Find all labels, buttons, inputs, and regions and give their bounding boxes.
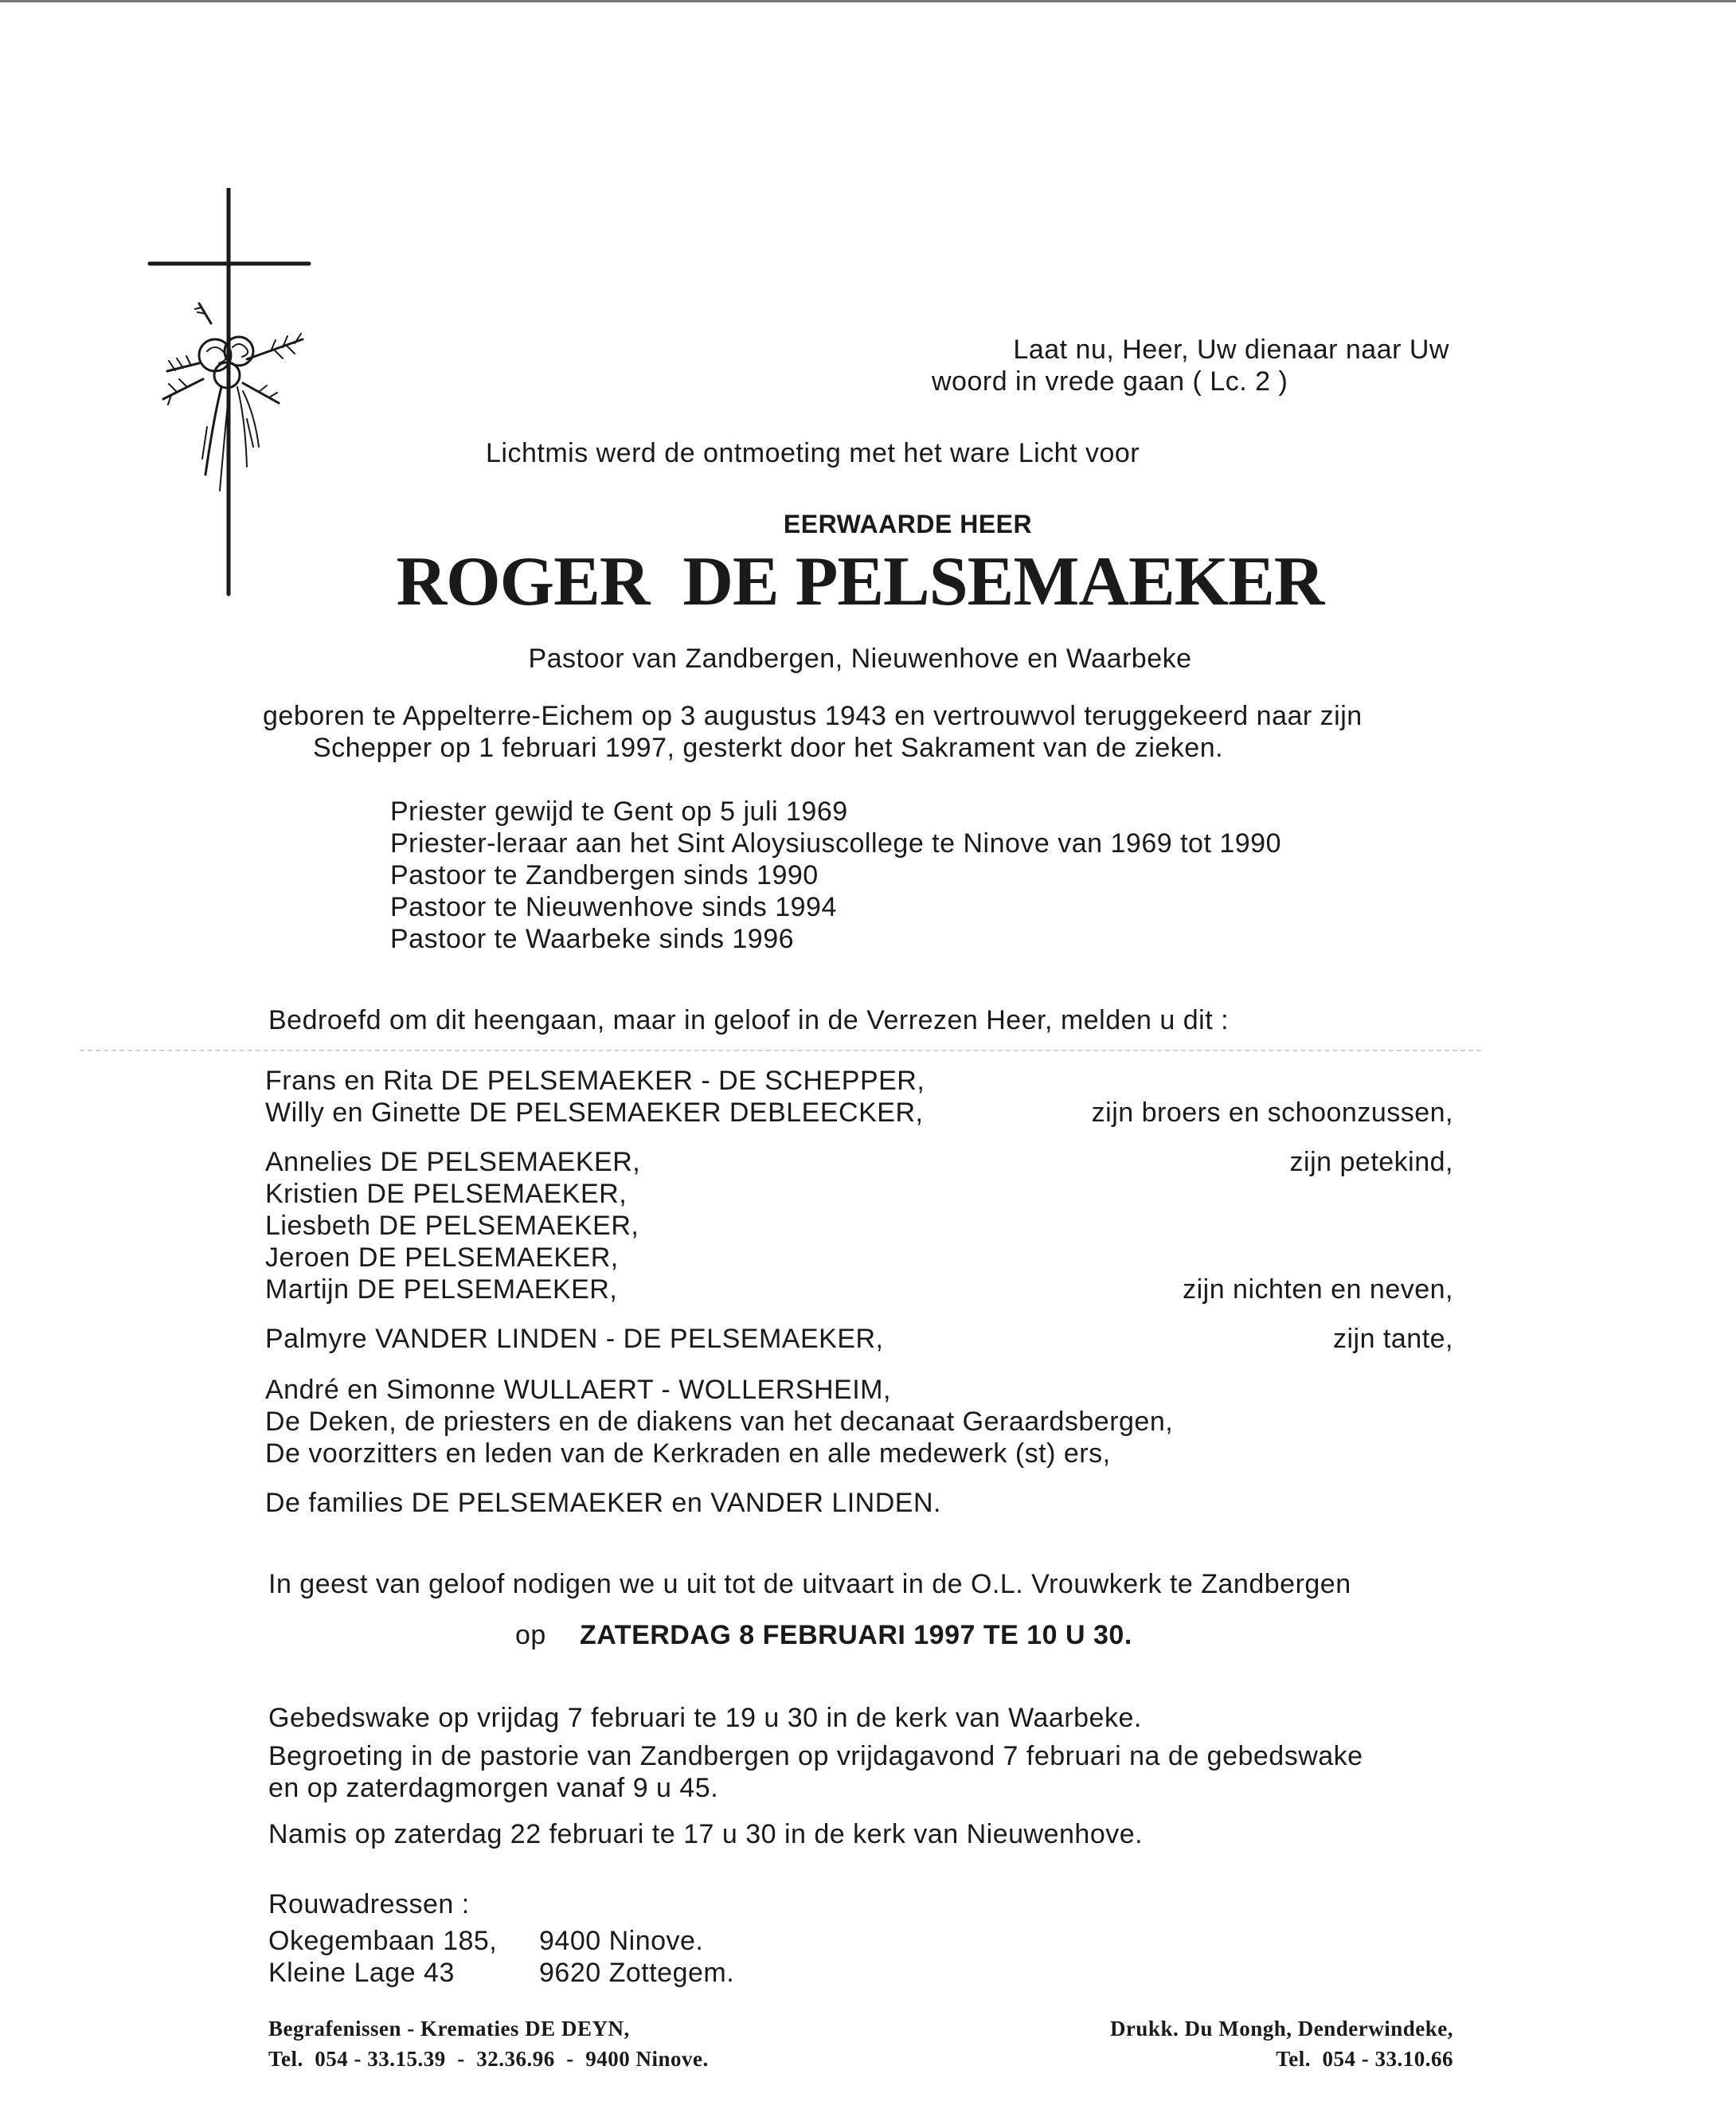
relation-label: zijn tante, xyxy=(1332,1324,1453,1354)
funeral-prefix: op xyxy=(515,1620,546,1650)
greeting-text: Begroeting in de pastorie van Zandbergen op vrijdagavond 7 februari na de gebedswake xyxy=(268,1741,1363,1771)
family-member: André en Simonne WULLAERT - WOLLERSHEIM, xyxy=(265,1375,891,1405)
intro-text: Lichtmis werd de ontmoeting met het ware Licht voor xyxy=(486,438,1140,468)
address-city: 9400 Ninove. xyxy=(539,1926,704,1956)
career-item: Priester-leraar aan het Sint Aloysiuscollege te Ninove van 1969 tot 1990 xyxy=(390,828,1281,859)
address-city: 9620 Zottegem. xyxy=(539,1958,735,1988)
role-text: Pastoor van Zandbergen, Nieuwenhove en Waarbeke xyxy=(528,644,1192,674)
birth-death-line-1: geboren te Appelterre-Eichem op 3 augustus 1943 en vertrouwvol teruggekeerd naar zijn xyxy=(263,701,1363,731)
faint-divider xyxy=(80,1050,1481,1051)
announcement-text: Bedroefd om dit heengaan, maar in geloof in de Verrezen Heer, melden u dit : xyxy=(268,1005,1230,1035)
honorific: EERWAARDE HEER xyxy=(783,510,1033,538)
deceased-name: ROGER DE PELSEMAEKER xyxy=(396,543,1324,620)
verse-line-2: woord in vrede gaan ( Lc. 2 ) xyxy=(932,366,1288,397)
family-member: Jeroen DE PELSEMAEKER, xyxy=(265,1242,619,1273)
greeting-text: en op zaterdagmorgen vanaf 9 u 45. xyxy=(268,1773,719,1803)
funeral-home-phone: Tel. 054 - 33.15.39 - 32.36.96 - 9400 Ninove. xyxy=(268,2047,709,2071)
relation-label: zijn petekind, xyxy=(1289,1147,1453,1177)
family-member: Frans en Rita DE PELSEMAEKER - DE SCHEPPER, xyxy=(265,1066,925,1096)
career-item: Pastoor te Nieuwenhove sinds 1994 xyxy=(390,892,837,922)
family-member: Liesbeth DE PELSEMAEKER, xyxy=(265,1211,639,1241)
funeral-home-name: Begrafenissen - Krematies DE DEYN, xyxy=(268,2017,630,2041)
families-line: De families DE PELSEMAEKER en VANDER LINDEN. xyxy=(265,1488,941,1518)
printer-name: Drukk. Du Mongh, Denderwindeke, xyxy=(1109,2017,1453,2041)
family-member: Martijn DE PELSEMAEKER, xyxy=(265,1274,618,1305)
family-member: Palmyre VANDER LINDEN - DE PELSEMAEKER, xyxy=(265,1324,884,1354)
printer-phone: Tel. 054 - 33.10.66 xyxy=(1276,2047,1453,2071)
address-street: Kleine Lage 43 xyxy=(268,1958,455,1988)
scan-edge-line xyxy=(0,0,1736,2)
vigil-text: Gebedswake op vrijdag 7 februari te 19 u 30 in de kerk van Waarbeke. xyxy=(268,1703,1142,1733)
family-member: Willy en Ginette DE PELSEMAEKER DEBLEECKER, xyxy=(265,1098,924,1128)
family-member: De voorzitters en leden van de Kerkraden en alle medewerk (st) ers, xyxy=(265,1438,1111,1469)
career-item: Pastoor te Waarbeke sinds 1996 xyxy=(390,924,795,954)
cross-with-flowers-icon xyxy=(127,159,334,616)
family-member: De Deken, de priesters en de diakens van het decanaat Geraardsbergen, xyxy=(265,1407,1174,1437)
mass-text: Namis op zaterdag 22 februari te 17 u 30 in de kerk van Nieuwenhove. xyxy=(268,1819,1144,1849)
career-item: Pastoor te Zandbergen sinds 1990 xyxy=(390,860,819,890)
verse-line-1: Laat nu, Heer, Uw dienaar naar Uw xyxy=(1013,335,1449,365)
relation-label: zijn broers en schoonzussen, xyxy=(1091,1098,1453,1128)
career-item: Priester gewijd te Gent op 5 juli 1969 xyxy=(390,796,848,827)
funeral-date: ZATERDAG 8 FEBRUARI 1997 TE 10 U 30. xyxy=(580,1620,1132,1650)
family-member: Annelies DE PELSEMAEKER, xyxy=(265,1147,641,1177)
relation-label: zijn nichten en neven, xyxy=(1183,1274,1453,1305)
birth-death-line-2: Schepper op 1 februari 1997, gesterkt door het Sakrament van de zieken. xyxy=(313,733,1224,763)
funeral-invite: In geest van geloof nodigen we u uit tot de uitvaart in de O.L. Vrouwkerk te Zandbergen xyxy=(268,1569,1351,1599)
address-street: Okegembaan 185, xyxy=(268,1926,498,1956)
addresses-heading: Rouwadressen : xyxy=(268,1889,470,1919)
family-member: Kristien DE PELSEMAEKER, xyxy=(265,1179,628,1209)
